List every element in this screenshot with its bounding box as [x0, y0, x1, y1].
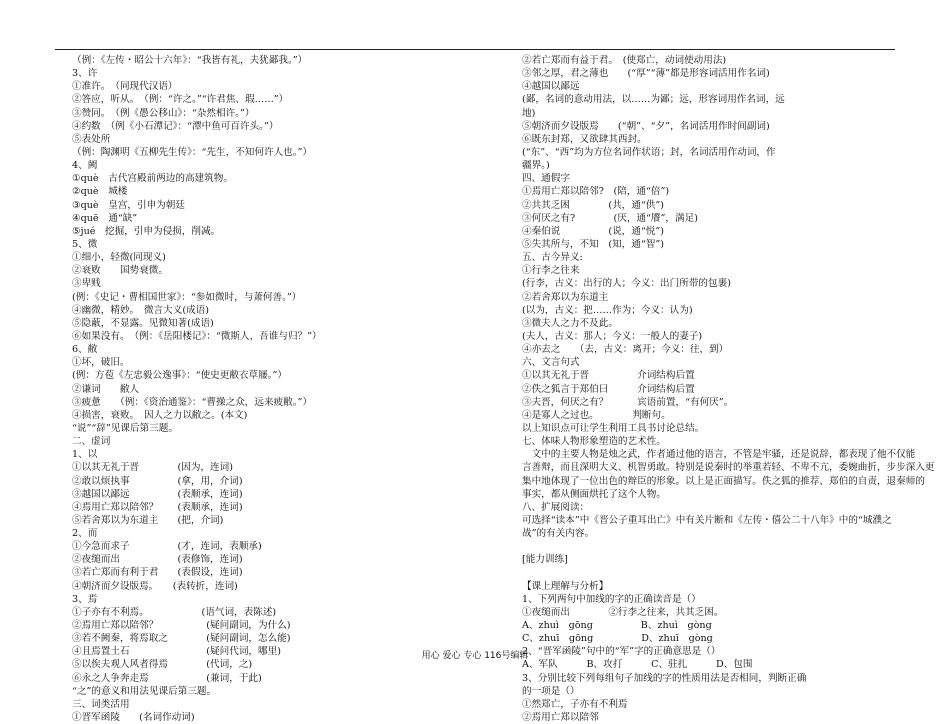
text-line: ③疲惫 （例：《资治通鉴》：“曹操之众，远来疲敝。”） — [72, 396, 313, 408]
text-line: ④焉用亡郑以陪邻？ (表顺承，连词) — [72, 501, 243, 513]
text-line: [能力训练] — [522, 554, 568, 566]
text-line: ⑤以俟夫观人风者得焉 (代词，之) — [72, 659, 253, 671]
text-line: ④秦伯说 (说，通“悦”) — [522, 225, 665, 237]
text-line: 1、下列两句中加线的字的正确读音是（） — [522, 593, 701, 605]
text-line: ⑤朝济而夕设版焉 (“朝”、“夕”，名词活用作时间副词) — [522, 120, 770, 132]
text-line: ①准许。 （同现代汉语） — [72, 81, 178, 93]
text-line: ④越国以鄙远 — [522, 81, 580, 93]
text-line: 2、“晋军函陵”句中的“军”字的正确意思是（） — [522, 646, 721, 658]
text-line: (夫人，古义：那人；今义：一般人的妻子) — [522, 330, 703, 342]
text-line: A、zhuì gōng B、zhuì gòng — [522, 620, 712, 632]
text-line: ②焉用亡郑以陪邻 — [522, 712, 599, 724]
text-line: (“东”、“西”均为方位名词作状语；封，名词活用作动词，作 — [522, 146, 776, 158]
text-line: ①夜缒而出 ②行李之往来，共其乏困。 — [522, 606, 724, 618]
text-line: 以上知识点可让学生利用工具书讨论总结。 — [522, 422, 705, 434]
text-line: ⑤若舍郑以为东道主 (把，介词) — [72, 514, 224, 526]
text-line: ⑥如果没有。 （例：《岳阳楼记》：“微斯人，吾谁与归？”） — [72, 330, 322, 342]
text-line: ③què 皇宫，引申为朝廷 — [72, 199, 185, 211]
text-line: （例：陶渊明《五柳先生传》：“先生，不知何许人也。”） — [72, 146, 313, 158]
text-line: ①以其无礼于晋 (因为，连词) — [72, 462, 233, 474]
text-line: ②谦词 敝人 — [72, 383, 140, 395]
text-line: (例：《史记・曹相国世家》：“参如微时，与萧何善。”） — [72, 291, 302, 303]
text-line: 3、许 — [72, 68, 98, 80]
right-column — [522, 54, 935, 724]
text-line: ②若舍郑以为东道主 — [522, 291, 609, 303]
text-line: ②焉用亡郑以陪邻？ (疑问副词，为什么) — [72, 620, 291, 632]
text-line: ①焉用亡郑以陪邻? (陪，通“倍”) — [522, 186, 670, 198]
text-line: ③若不阙秦，将焉取之 (疑问副词，怎么能) — [72, 633, 291, 645]
text-line: (鄙，名词的意动用法，以……为鄙；远，形容词用作名词，远 — [522, 94, 785, 106]
text-line: ⑤表处所 — [72, 133, 111, 145]
text-line: 的一项是（） — [522, 685, 580, 697]
text-line: 3、焉 — [72, 593, 98, 605]
text-line: ②答应，听从。 （例：“许之。”“许君焦、瑕……”） — [72, 94, 289, 106]
text-line: ⑤jué 挖掘，引申为侵损，削减。 — [72, 225, 221, 237]
text-line: (以为，古义：把……作为；今义：认为) — [522, 304, 693, 316]
text-line: 集中地体现了一位出色的辩臣的形象。以上是正面描写。佚之狐的推荐、郑伯的自责，退秦师的 — [522, 475, 925, 487]
text-line: ①今急而求子 (才，连词，表顺承) — [72, 541, 262, 553]
text-line: ②若亡郑而有益于君。 (使郑亡，动词使动用法) — [522, 55, 727, 66]
text-line: 1、以 — [72, 449, 98, 461]
text-line: ②佚之狐言于郑伯曰 介词结构后置 — [522, 383, 695, 395]
text-line: “说”“辞”见课后第三题。 — [72, 422, 178, 434]
text-line: ①行李之往来 — [522, 265, 580, 277]
text-line: 战”的有关内容。 — [522, 528, 595, 540]
text-line: ①然郑亡，子亦有不利焉 — [522, 698, 628, 710]
text-line: ③夫晋，何厌之有？ 宾语前置，“有何厌”。 — [522, 396, 734, 408]
left-column — [72, 54, 492, 724]
text-line: 4、阙 — [72, 160, 98, 172]
text-line: 言善辩，而且深明大义、机智勇敢。特别是说秦时的举重若轻、不卑不亢，委婉曲折，步步深入更 — [522, 462, 935, 474]
text-line: (行李，古义：出行的人；今义：出门所带的包裹) — [522, 278, 731, 290]
text-line: ④亦去之 （去，古义：离开；今义：往，到） — [522, 344, 729, 356]
text-line: ②共其乏困 (共，通“供”) — [522, 199, 665, 211]
text-line: ②衰败 国势衰微。 — [72, 265, 168, 277]
text-line: ④损害，衰败。 因人之力以敝之。(本文) — [72, 409, 248, 421]
text-line: 五、古今异义: — [522, 252, 583, 264]
text-line: ③越国以鄙远 (表顺承，连词) — [72, 488, 243, 500]
text-line: 5、微 — [72, 238, 98, 250]
text-line: 八、扩展阅读： — [522, 501, 590, 513]
text-line: 七、体味人物形象塑造的艺术性。 — [522, 436, 666, 448]
text-line: 3、分别比较下列每组句子加线的字的性质用法是否相同，判断正确 — [522, 672, 807, 684]
text-line: ②敢以烦执事 (拿，用，介词) — [72, 475, 243, 487]
text-line: ④是寡人之过也。 判断句。 — [522, 409, 671, 421]
text-line: ①坏，破旧。 — [72, 357, 130, 369]
text-line: ②夜缒而出 (表修饰，连词) — [72, 554, 243, 566]
text-line: 2、而 — [72, 528, 98, 540]
text-line: ③邻之厚，君之薄也 (“厚”“薄”都是形容词活用作名词) — [522, 68, 770, 80]
text-line: （例：《左传・昭公十六年》：“我皆有礼，夫犹鄙我。”） — [72, 55, 308, 66]
text-line — [522, 566, 912, 579]
text-line: ③卑贱 — [72, 278, 101, 290]
text-line: 二、虚词 — [72, 436, 111, 448]
text-line: ④朝济而夕设版焉。 (表转折，连词) — [72, 580, 238, 592]
page-footer: 用心 爱心 专心 116号编辑 — [421, 651, 529, 661]
text-line: ①以其无礼于晋 介词结构后置 — [522, 370, 695, 382]
text-line: ③何厌之有? (厌，通“餍”，满足) — [522, 212, 698, 224]
text-line: 【课上理解与分析】 — [522, 580, 609, 592]
header-rule — [55, 49, 895, 50]
text-line: ①子亦有不利焉。 (语气词，表陈述) — [72, 606, 277, 618]
text-line: 六、文言句式 — [522, 357, 580, 369]
text-line: 可选择“读本”中《晋公子重耳出亡》中有关片断和《左传・僖公二十八年》中的“城濮之 — [522, 514, 892, 526]
text-line: 四、通假字 — [522, 173, 570, 185]
text-line: ⑤失其所与，不知 (知，通“智”) — [522, 238, 665, 250]
text-line: (例：方苞《左忠毅公逸事》：“使史更敝衣草屦。”） — [72, 370, 288, 382]
text-line: ①què 古代宫殿前两边的高建筑物。 — [72, 173, 233, 185]
text-line: “之”的意义和用法见课后第三题。 — [72, 685, 217, 697]
text-line: ⑥既东封郑，又欲肆其西封。 — [522, 133, 647, 145]
text-line — [522, 540, 912, 553]
text-line: ④幽微，精妙。 微言大义(成语) — [72, 304, 209, 316]
text-line: ④quē 通“缺” — [72, 212, 138, 224]
text-line: 疆界。) — [522, 160, 550, 172]
text-line: ①细小，轻微(同现义) — [72, 252, 166, 264]
text-line: ②què 城楼 — [72, 186, 128, 198]
text-line: 地) — [522, 107, 536, 119]
text-line: ③赞同。 （例《愚公移山》：“杂然相许。”） — [72, 107, 255, 119]
text-line: ④约数 （例《小石潭记》：“潭中鱼可百许头。”） — [72, 120, 279, 132]
text-line: ⑤隐蔽，不显露。见微知著(成语) — [72, 317, 214, 329]
text-line: ①晋军函陵 (名词作动词) — [72, 712, 195, 724]
text-line: 文中的主要人物是烛之武，作者通过他的语言，不管是牢骚，还是说辞，都表现了他不仅能 — [522, 449, 916, 461]
text-line: ⑥永之人争奔走焉 (兼词，于此) — [72, 672, 262, 684]
text-line: 三、词类活用 — [72, 698, 130, 710]
text-line: A、军队 B、攻打 C、驻扎 D、包围 — [522, 659, 753, 671]
text-line: C、zhuī gōng D、zhuī gòng — [522, 633, 713, 645]
text-line: ③若亡郑而有利于君 (表假设，连词) — [72, 567, 243, 579]
text-line: ③微夫人之力不及此。 — [522, 317, 618, 329]
text-line: 6、敝 — [72, 344, 98, 356]
text-line: ④且焉置土石 (疑问代词，哪里) — [72, 646, 281, 658]
text-line: 事实，都从侧面烘托了这个人物。 — [522, 488, 666, 500]
